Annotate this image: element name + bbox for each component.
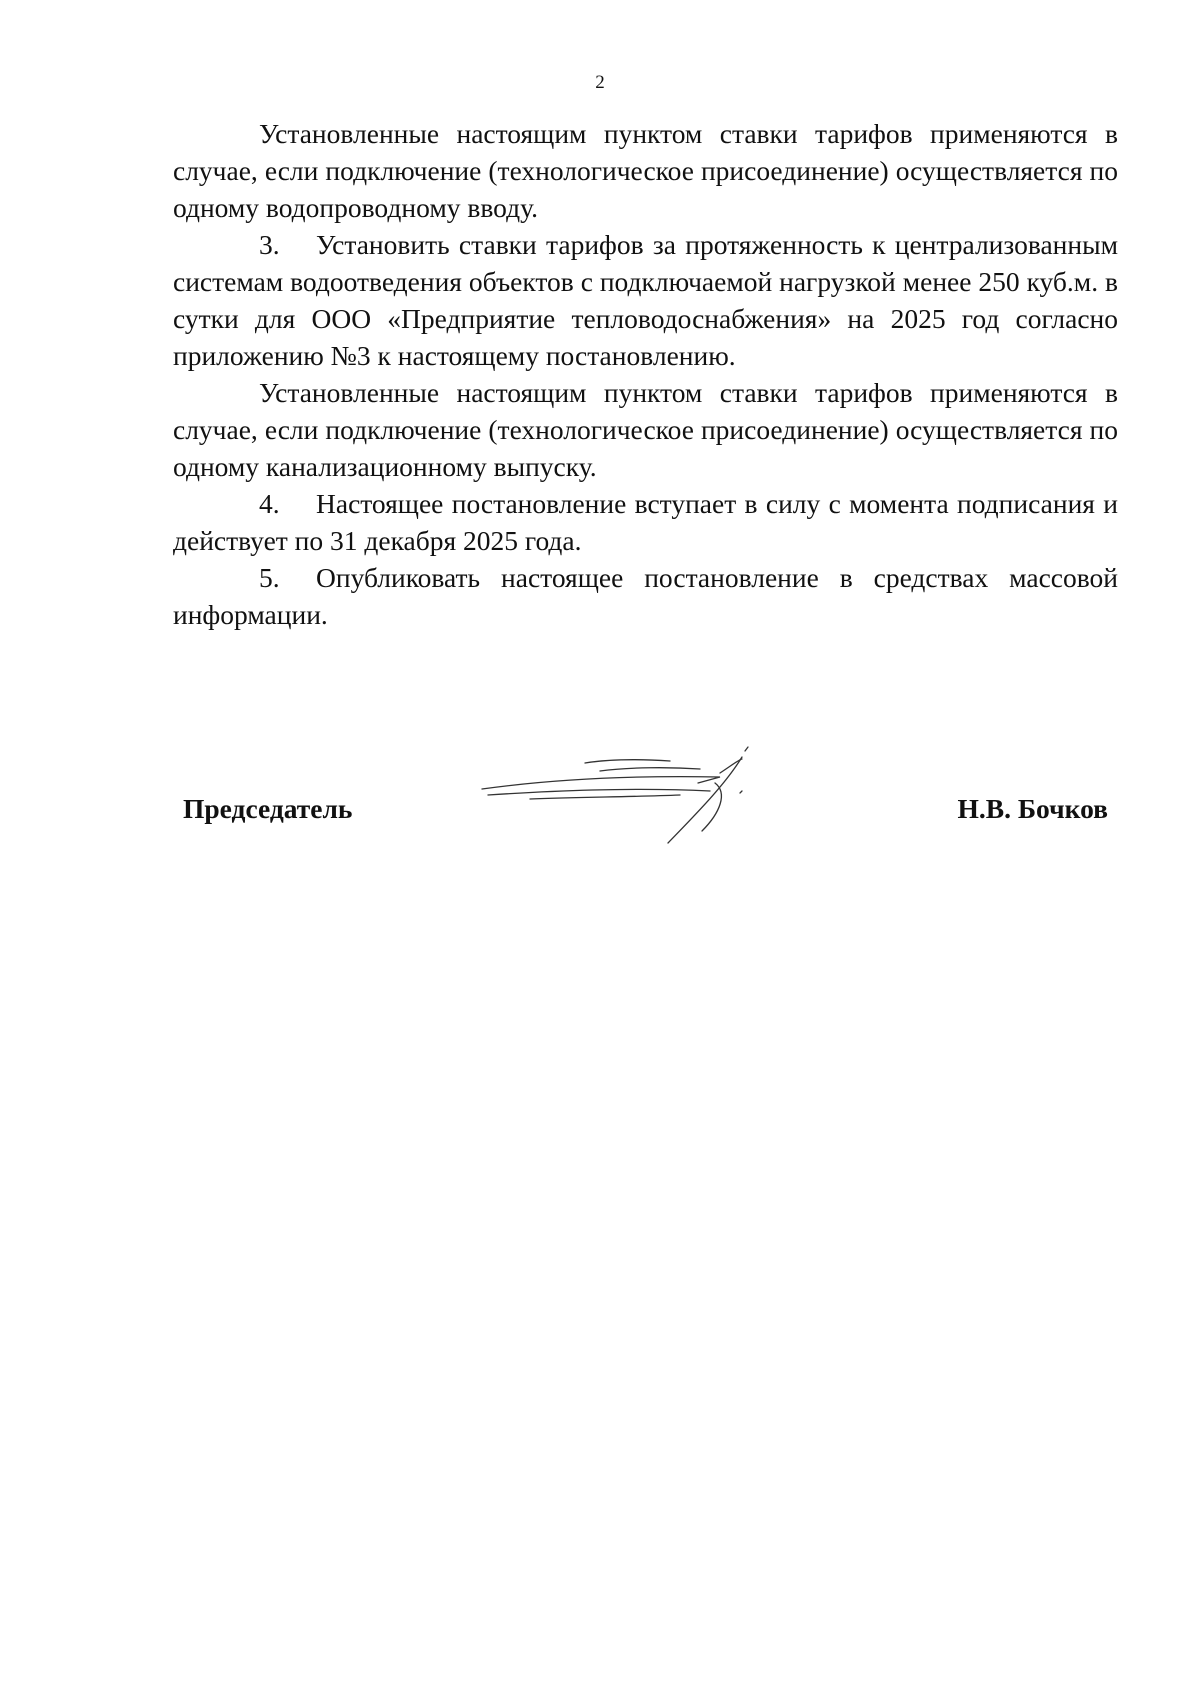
page-number: 2 [595, 72, 605, 93]
signer-position: Председатель [183, 793, 353, 824]
paragraph-text: Установить ставки тарифов за протяженность к централизованным системам водоотведения объектов с подключаемой нагрузкой менее 250 куб.м. в сутки для ООО «Предприятие тепловодоснабжения» на 2025 год согласно приложению №3 к настоящему постановлению. [173, 229, 1118, 371]
item-number: 3. [259, 229, 280, 260]
paragraph-tariff-application-sewer [173, 374, 1118, 485]
handwritten-signature [470, 745, 790, 855]
paragraph-tariff-application-water [173, 115, 1118, 226]
item-number: 4. [259, 488, 280, 519]
paragraph-text: Опубликовать настоящее постановление в средствах массовой информации. [173, 562, 1118, 630]
paragraph-text: Установленные настоящим пунктом ставки тарифов применяются в случае, если подключение (технологическое присоединение) осуществляется по одному водопроводному вводу. [173, 118, 1118, 223]
paragraph-text: Установленные настоящим пунктом ставки тарифов применяются в случае, если подключение (технологическое присоединение) осуществляется по одному канализационному выпуску. [173, 377, 1118, 482]
signer-name: Н.В. Бочков [957, 793, 1108, 824]
paragraph-item-4 [173, 485, 1118, 559]
document-body [173, 115, 1118, 633]
paragraph-text: Настоящее постановление вступает в силу с момента подписания и действует по 31 декабря 2025 года. [173, 488, 1118, 556]
item-number: 5. [259, 562, 280, 593]
paragraph-item-5 [173, 559, 1118, 633]
paragraph-item-3 [173, 226, 1118, 374]
